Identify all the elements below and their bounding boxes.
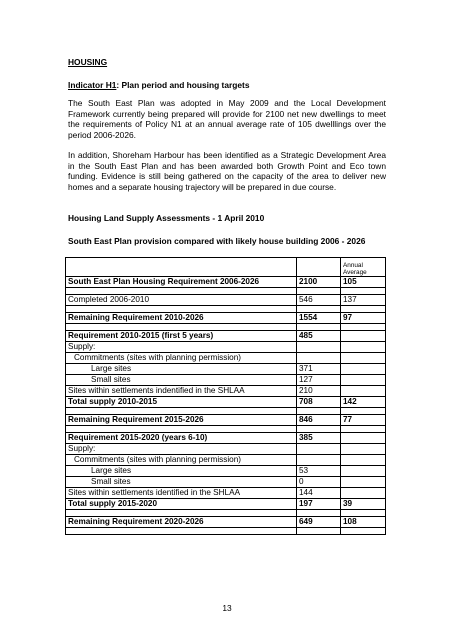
page-number: 13	[222, 603, 232, 613]
row-value: 197	[297, 499, 341, 510]
table-row	[66, 331, 386, 342]
row-annual-average	[341, 342, 386, 353]
table-row	[66, 415, 386, 426]
row-label: Total supply 2010-2015	[66, 397, 297, 408]
annual-average-header: Annual Average	[343, 262, 367, 276]
row-value: 385	[297, 433, 341, 444]
row-label: Remaining Requirement 2020-2026	[66, 517, 297, 528]
row-label: Small sites	[66, 477, 297, 488]
row-annual-average	[341, 488, 386, 499]
row-annual-average	[341, 433, 386, 444]
row-label: Supply:	[66, 444, 297, 455]
row-label: Supply:	[66, 342, 297, 353]
row-annual-average	[341, 455, 386, 466]
row-value: 708	[297, 397, 341, 408]
row-value: 1554	[297, 313, 341, 324]
row-annual-average: 97	[341, 313, 386, 324]
row-label: Remaining Requirement 2015-2026	[66, 415, 297, 426]
row-label: Sites within settlements identified in the SHLAA	[66, 488, 297, 499]
row-value	[297, 455, 341, 466]
row-annual-average	[341, 375, 386, 386]
housing-supply-table	[65, 257, 386, 535]
table-row	[66, 397, 386, 408]
table-row	[66, 277, 386, 288]
row-annual-average	[341, 466, 386, 477]
table-row	[66, 295, 386, 306]
table-header-row	[66, 258, 386, 277]
row-value: 0	[297, 477, 341, 488]
row-annual-average	[341, 477, 386, 488]
table-row	[66, 499, 386, 510]
row-value	[297, 342, 341, 353]
row-value: 144	[297, 488, 341, 499]
table-spacer-row	[66, 306, 386, 313]
table-row	[66, 364, 386, 375]
table-spacer-row	[66, 426, 386, 433]
row-annual-average: 108	[341, 517, 386, 528]
row-label: Sites within settlements indentified in the SHLAA	[66, 386, 297, 397]
row-label: Requirement 2010-2015 (first 5 years)	[66, 331, 297, 342]
row-value	[297, 444, 341, 455]
row-label: Completed 2006-2010	[66, 295, 297, 306]
table-spacer-row	[66, 288, 386, 295]
row-value: 127	[297, 375, 341, 386]
table-row	[66, 353, 386, 364]
table-cell	[341, 258, 386, 277]
table-row	[66, 488, 386, 499]
row-annual-average	[341, 364, 386, 375]
row-label: Requirement 2015-2020 (years 6-10)	[66, 433, 297, 444]
table-spacer-row	[66, 510, 386, 517]
row-label: Total supply 2015-2020	[66, 499, 297, 510]
row-label: Commitments (sites with planning permission)	[66, 353, 297, 364]
paragraph-shoreham: In addition, Shoreham Harbour has been identified as a Strategic Development Area in the South East Plan and has been awarded both Growth Point and Eco town funding. Evidence is still being gathered on the capacity of the area to deliver new homes and a separate housing trajectory will be prepared in due course.	[68, 150, 386, 192]
table-row	[66, 313, 386, 324]
table-spacer-row	[66, 324, 386, 331]
table-row	[66, 375, 386, 386]
row-label: Large sites	[66, 364, 297, 375]
row-value: 546	[297, 295, 341, 306]
row-annual-average: 105	[341, 277, 386, 288]
table-row	[66, 342, 386, 353]
indicator-title: : Plan period and housing targets	[116, 80, 250, 90]
row-label: Large sites	[66, 466, 297, 477]
table-row	[66, 477, 386, 488]
row-annual-average: 137	[341, 295, 386, 306]
table-row	[66, 466, 386, 477]
table-cell	[66, 258, 297, 277]
table-row	[66, 386, 386, 397]
table-spacer-row	[66, 408, 386, 415]
row-value: 210	[297, 386, 341, 397]
row-annual-average	[341, 353, 386, 364]
row-value: 846	[297, 415, 341, 426]
row-annual-average	[341, 386, 386, 397]
row-label: Remaining Requirement 2010-2026	[66, 313, 297, 324]
row-annual-average	[341, 331, 386, 342]
indicator-heading	[68, 80, 250, 90]
table-row	[66, 444, 386, 455]
row-annual-average	[341, 444, 386, 455]
row-value: 2100	[297, 277, 341, 288]
indicator-label: Indicator H1	[68, 80, 117, 90]
row-annual-average: 77	[341, 415, 386, 426]
table-row	[66, 455, 386, 466]
row-label: South East Plan Housing Requirement 2006-2026	[66, 277, 297, 288]
table-cell	[297, 258, 341, 277]
row-annual-average: 39	[341, 499, 386, 510]
row-value	[297, 353, 341, 364]
row-annual-average: 142	[341, 397, 386, 408]
section-heading: HOUSING	[68, 57, 108, 67]
row-value: 53	[297, 466, 341, 477]
row-label: Commitments (sites with planning permission)	[66, 455, 297, 466]
row-value: 485	[297, 331, 341, 342]
table-row	[66, 433, 386, 444]
row-value: 649	[297, 517, 341, 528]
table-row	[66, 517, 386, 528]
row-value: 371	[297, 364, 341, 375]
table-title: South East Plan provision compared with likely house building 2006 - 2026	[68, 236, 366, 246]
subheading: Housing Land Supply Assessments - 1 April 2010	[68, 213, 265, 223]
table-spacer-row	[66, 528, 386, 535]
paragraph-plan: The South East Plan was adopted in May 2009 and the Local Development Framework currently being prepared will provide for 2100 net new dwellings to meet the requirements of Policy N1 at an annual average rate of 105 dwelllings over the period 2006-2026.	[68, 98, 386, 140]
row-label: Small sites	[66, 375, 297, 386]
